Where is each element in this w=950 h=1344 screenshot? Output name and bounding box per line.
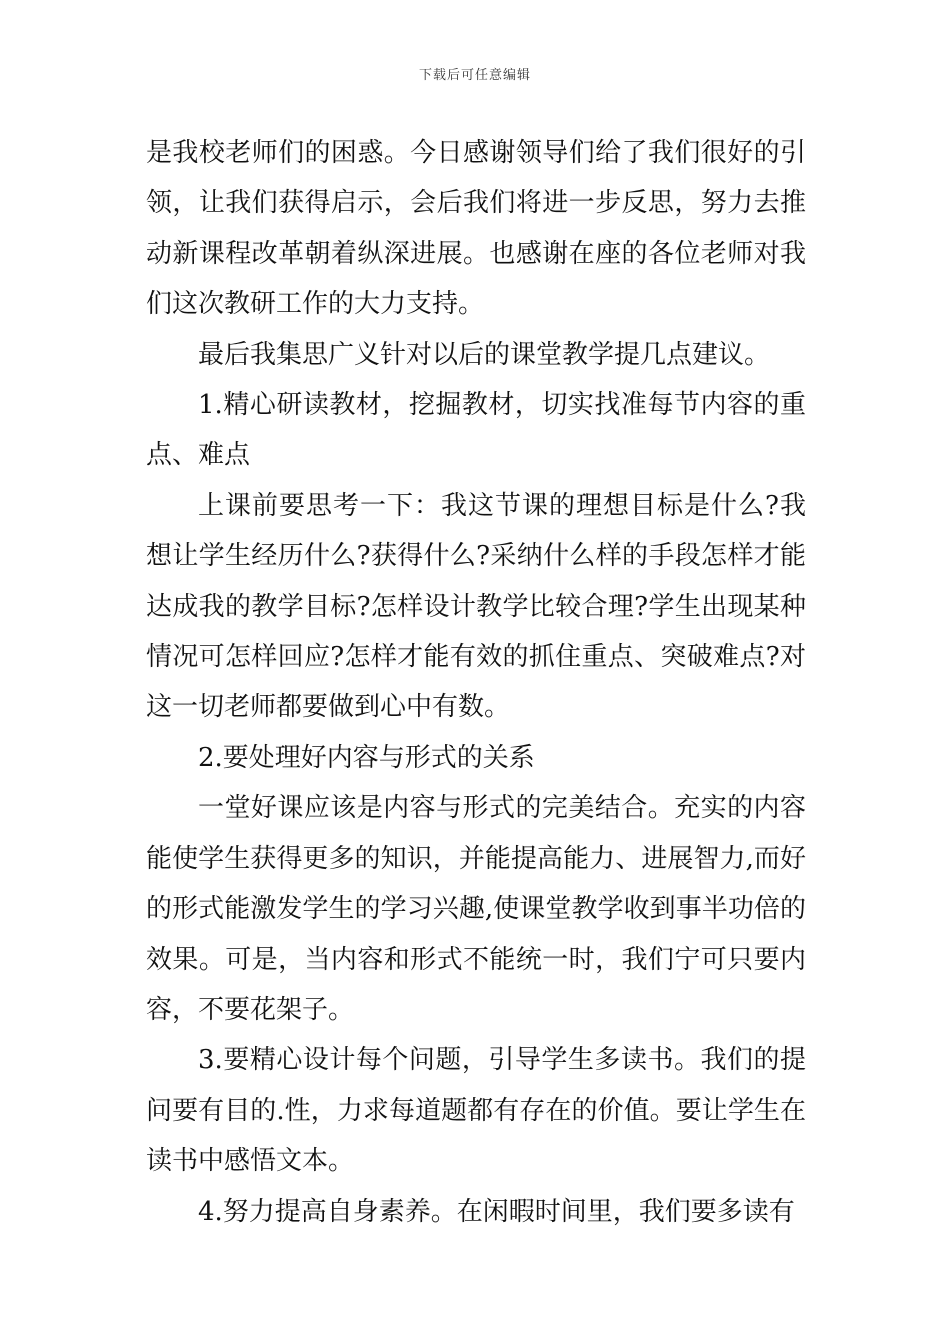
paragraph-7: 3.要精心设计每个问题，引导学生多读书。我们的提问要有目的.性，力求每道题都有存在的价值。要让学生在读书中感悟文本。 — [146, 1045, 806, 1177]
paragraph-5-heading: 2.要处理好内容与形式的关系 — [198, 742, 535, 773]
paragraph-1: 是我校老师们的困惑。今日感谢领导们给了我们很好的引领，让我们获得启示，会后我们将进一步反思，努力去推动新课程改革朝着纵深进展。也感谢在座的各位老师对我们这次教研工作的大力支持。 — [146, 138, 806, 320]
paragraph-3-heading: 1.精心研读教材，挖掘教材，切实找准每节内容的重点、难点 — [146, 390, 806, 471]
page-header: 下载后可任意编辑 — [418, 68, 531, 83]
paragraph-6: 一堂好课应该是内容与形式的完美结合。充实的内容能使学生获得更多的知识，并能提高能力、进展智力,而好的形式能激发学生的学习兴趣,使课堂教学收到事半功倍的效果。可是，当内容和形式不能统一时，我们宁可只要内容，不要花架子。 — [146, 793, 806, 1025]
paragraph-2: 最后我集思广义针对以后的课堂教学提几点建议。 — [198, 339, 771, 370]
paragraph-4: 上课前要思考一下：我这节课的理想目标是什么?我想让学生经历什么?获得什么?采纳什么样的手段怎样才能达成我的教学目标?怎样设计教学比较合理?学生出现某种情况可怎样回应?怎样才能有效的抓住重点、突破难点?对这一切老师都要做到心中有数。 — [146, 490, 806, 723]
document-body — [146, 128, 806, 1237]
paragraph-8: 4.努力提高自身素养。在闲暇时间里，我们要多读有 — [198, 1196, 795, 1227]
